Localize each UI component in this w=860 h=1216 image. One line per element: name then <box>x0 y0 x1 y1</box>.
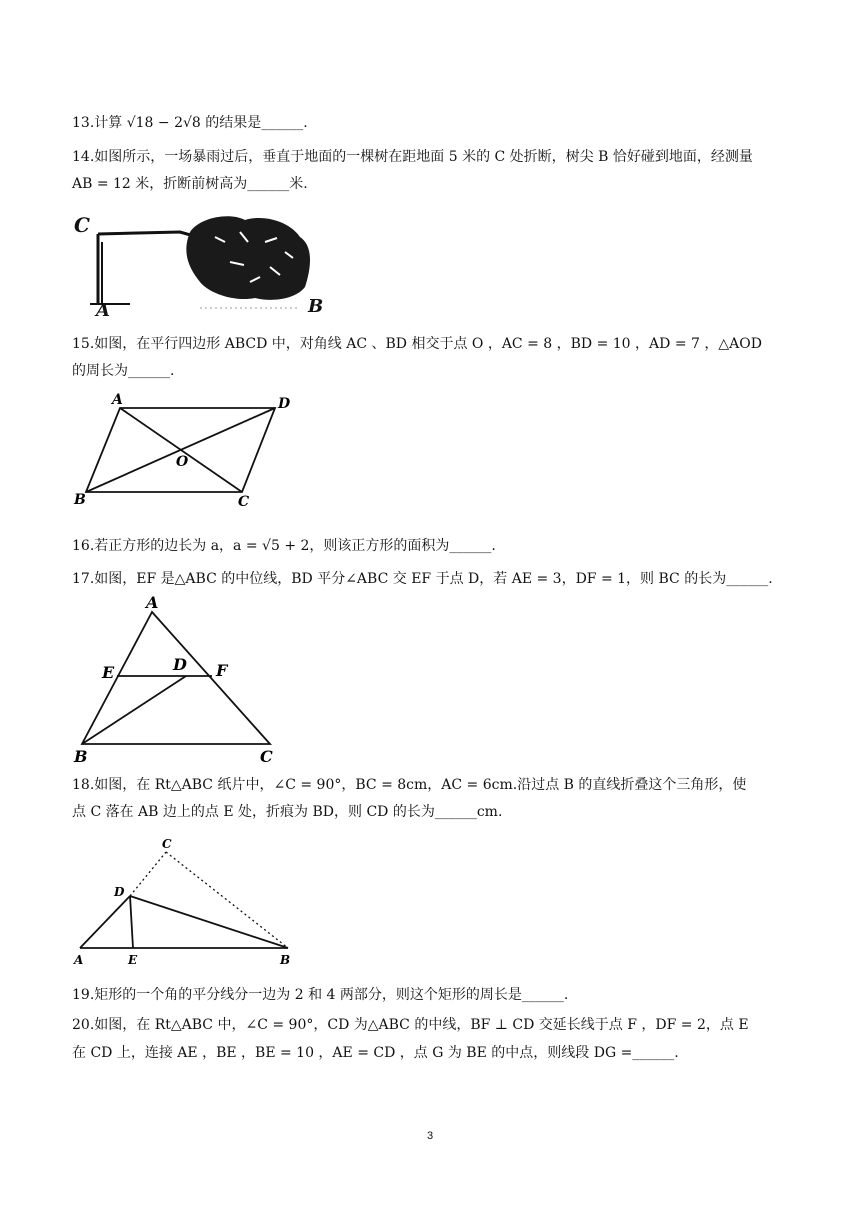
question-13-line-1: 13.计算 √18 − 2√8 的结果是______. <box>72 115 308 131</box>
label-d: D <box>173 655 187 674</box>
label-a: A <box>74 953 84 967</box>
question-18-line-2: 点 C 落在 AB 边上的点 E 处，折痕为 BD，则 CD 的长为______cm. <box>72 804 503 820</box>
label-b: B <box>74 492 86 508</box>
label-d: D <box>278 396 291 412</box>
label-a: A <box>112 392 123 408</box>
question-20-line-1: 20.如图，在 Rt△ABC 中，∠C = 90°，CD 为△ABC 的中线，BF ⊥ CD 交延长线于点 F ，DF = 2，点 E <box>72 1017 749 1033</box>
label-c: C <box>260 747 273 766</box>
label-b: B <box>308 296 324 317</box>
question-17-line-1: 17.如图，EF 是△ABC 的中位线，BD 平分∠ABC 交 EF 于点 D，若 AE = 3，DF = 1，则 BC 的长为______. <box>72 571 773 587</box>
label-a: A <box>96 300 110 318</box>
fold-triangle-figure <box>70 836 300 970</box>
label-c: C <box>162 837 172 851</box>
question-18-line-1: 18.如图，在 Rt△ABC 纸片中，∠C = 90°，BC = 8cm，AC = 6cm.沿过点 B 的直线折叠这个三角形，使 <box>72 777 747 793</box>
label-e: E <box>128 953 138 967</box>
question-16-line-1: 16.若正方形的边长为 a，a = √5 + 2，则该正方形的面积为______. <box>72 538 496 554</box>
label-b: B <box>280 953 291 967</box>
label-c: C <box>74 213 90 237</box>
question-15-line-1: 15.如图，在平行四边形 ABCD 中，对角线 AC 、BD 相交于点 O ，AC = 8 ，BD = 10 ，AD = 7 ，△AOD <box>72 336 762 352</box>
label-b: B <box>74 747 88 766</box>
question-15-line-2: 的周长为______. <box>72 363 175 379</box>
question-19-line-1: 19.矩形的一个角的平分线分一边为 2 和 4 两部分，则这个矩形的周长是______. <box>72 987 569 1003</box>
label-o: O <box>176 454 189 470</box>
label-d: D <box>114 885 125 899</box>
tree-figure <box>70 212 330 318</box>
page-number: 3 <box>426 1130 434 1142</box>
label-a: A <box>146 593 159 612</box>
parallelogram-figure <box>70 390 300 514</box>
question-14-line-1: 14.如图所示，一场暴雨过后，垂直于地面的一棵树在距地面 5 米的 C 处折断，树尖 B 恰好碰到地面，经测量 <box>72 149 753 165</box>
label-f: F <box>216 661 228 680</box>
question-14-line-2: AB = 12 米，折断前树高为______米. <box>72 176 308 192</box>
label-c: C <box>238 494 250 510</box>
triangle-midline-figure <box>70 592 290 768</box>
question-20-line-2: 在 CD 上，连接 AE ，BE ，BE = 10 ，AE = CD ，点 G 为 BE 的中点，则线段 DG =______. <box>72 1045 679 1061</box>
label-e: E <box>102 663 115 682</box>
